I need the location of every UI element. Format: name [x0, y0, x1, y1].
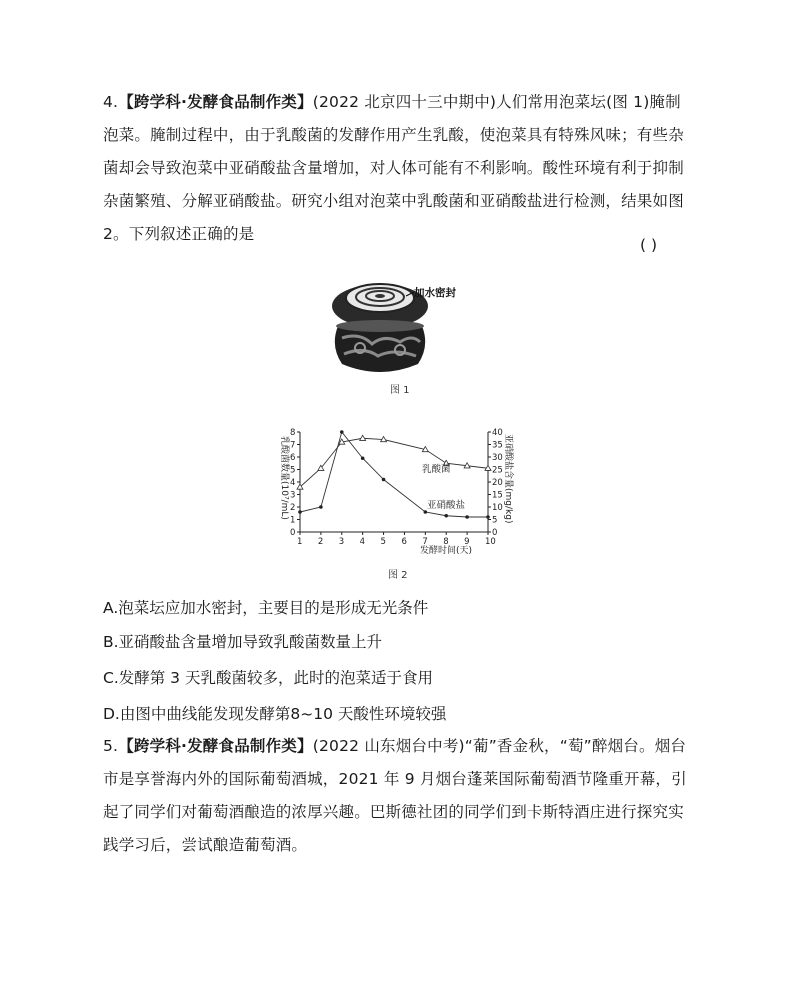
- question-5-number: 5.: [103, 737, 119, 755]
- y-left-tick-label: 6: [290, 453, 296, 463]
- question-4-body: (2022 北京四十三中期中)人们常用泡菜坛(图 1)腌制泡菜。腌制过程中，由于乳酸菌的发酵作用产生乳酸，使泡菜具有特殊风味；有些杂菌却会导致泡菜中亚硝酸盐含量增加，对人体可能有不利影响。酸性环境有利于抑制杂菌繁殖、分解亚硝酸盐。研究小组对泡菜中乳酸菌和亚硝酸盐进行检测，结果如图 2。下列叙述正确的是: [103, 93, 684, 243]
- y-axis-left-label: 乳酸菌数量(10⁷/mL): [279, 436, 289, 520]
- y-right-tick-label: 35: [492, 440, 503, 451]
- y-left-tick-label: 1: [290, 515, 296, 526]
- data-point-nitrite: [465, 515, 469, 519]
- option-c: C.发酵第 3 天乳酸菌较多，此时的泡菜适于食用: [103, 669, 433, 687]
- y-left-tick-label: 0: [290, 528, 296, 538]
- x-tick-label: 10: [485, 537, 496, 547]
- option-b: B.亚硝酸盐含量增加导致乳酸菌数量上升: [103, 633, 383, 651]
- x-tick-label: 7: [422, 537, 428, 547]
- series-label-nitrite: 亚硝酸盐: [427, 500, 466, 511]
- question-5-body: (2022 山东烟台中考)“葡”香金秋，“萄”醉烟台。烟台市是享誉海内外的国际葡萄酒城，2021 年 9 月烟台蓬莱国际葡萄酒节隆重开幕，引起了同学们对葡萄酒酿造的浓厚兴趣。巴斯德社团的同学们到卡斯特酒庄进行探究实践学习后，尝试酿造葡萄酒。: [103, 737, 687, 854]
- data-point-nitrite: [486, 515, 490, 519]
- question-4-number: 4.: [103, 93, 119, 111]
- y-left-tick-label: 4: [290, 478, 296, 488]
- x-tick-label: 8: [443, 537, 449, 547]
- data-point-nitrite: [361, 456, 365, 460]
- figure-2-chart: [270, 422, 520, 557]
- y-left-tick-label: 8: [290, 428, 296, 438]
- question-5-tag: 【跨学科·发酵食品制作类】: [118, 737, 313, 755]
- x-axis-label: 发酵时间(天): [420, 546, 473, 556]
- y-left-tick-label: 7: [290, 440, 296, 451]
- x-tick-label: 2: [317, 537, 324, 547]
- data-point-lactobacillus: [360, 435, 366, 440]
- x-tick-label: 4: [359, 537, 366, 547]
- data-point-nitrite: [382, 478, 386, 482]
- y-axis-right-label: 亚硝酸盐含量(mg/kg): [503, 434, 513, 524]
- data-point-nitrite: [340, 430, 344, 434]
- y-right-tick-label: 20: [492, 478, 503, 488]
- y-right-tick-label: 10: [492, 503, 503, 513]
- data-point-nitrite: [319, 505, 323, 509]
- question-4: [103, 86, 693, 251]
- data-point-nitrite: [444, 514, 448, 518]
- y-left-tick-label: 2: [290, 503, 296, 513]
- option-d: D.由图中曲线能发现发酵第8~10 天酸性环境较强: [103, 705, 447, 723]
- question-5: [103, 730, 693, 862]
- y-right-tick-label: 0: [492, 528, 498, 538]
- x-tick-label: 9: [464, 537, 470, 547]
- figure-1-pickle-jar: [320, 276, 480, 380]
- figure-1-label: 加水密封: [414, 287, 456, 299]
- y-right-tick-label: 40: [492, 428, 503, 438]
- figure-2-caption: 图 2: [388, 570, 408, 581]
- x-tick-label: 6: [401, 537, 407, 547]
- question-4-tag: 【跨学科·发酵食品制作类】: [118, 93, 313, 111]
- x-tick-label: 5: [380, 537, 386, 547]
- figure-1-caption: 图 1: [390, 385, 410, 396]
- series-label-lactobacillus: 乳酸菌: [422, 464, 451, 475]
- option-a: A.泡菜坛应加水密封，主要目的是形成无光条件: [103, 599, 429, 617]
- y-right-tick-label: 30: [492, 453, 503, 463]
- x-tick-label: 1: [297, 537, 303, 547]
- data-point-nitrite: [298, 510, 302, 514]
- answer-parentheses: ( ): [640, 236, 658, 254]
- y-right-tick-label: 25: [492, 465, 503, 476]
- x-tick-label: 3: [338, 537, 345, 547]
- y-left-tick-label: 5: [290, 465, 296, 476]
- y-right-tick-label: 15: [492, 490, 503, 501]
- y-left-tick-label: 3: [290, 490, 296, 501]
- y-right-tick-label: 5: [492, 515, 498, 526]
